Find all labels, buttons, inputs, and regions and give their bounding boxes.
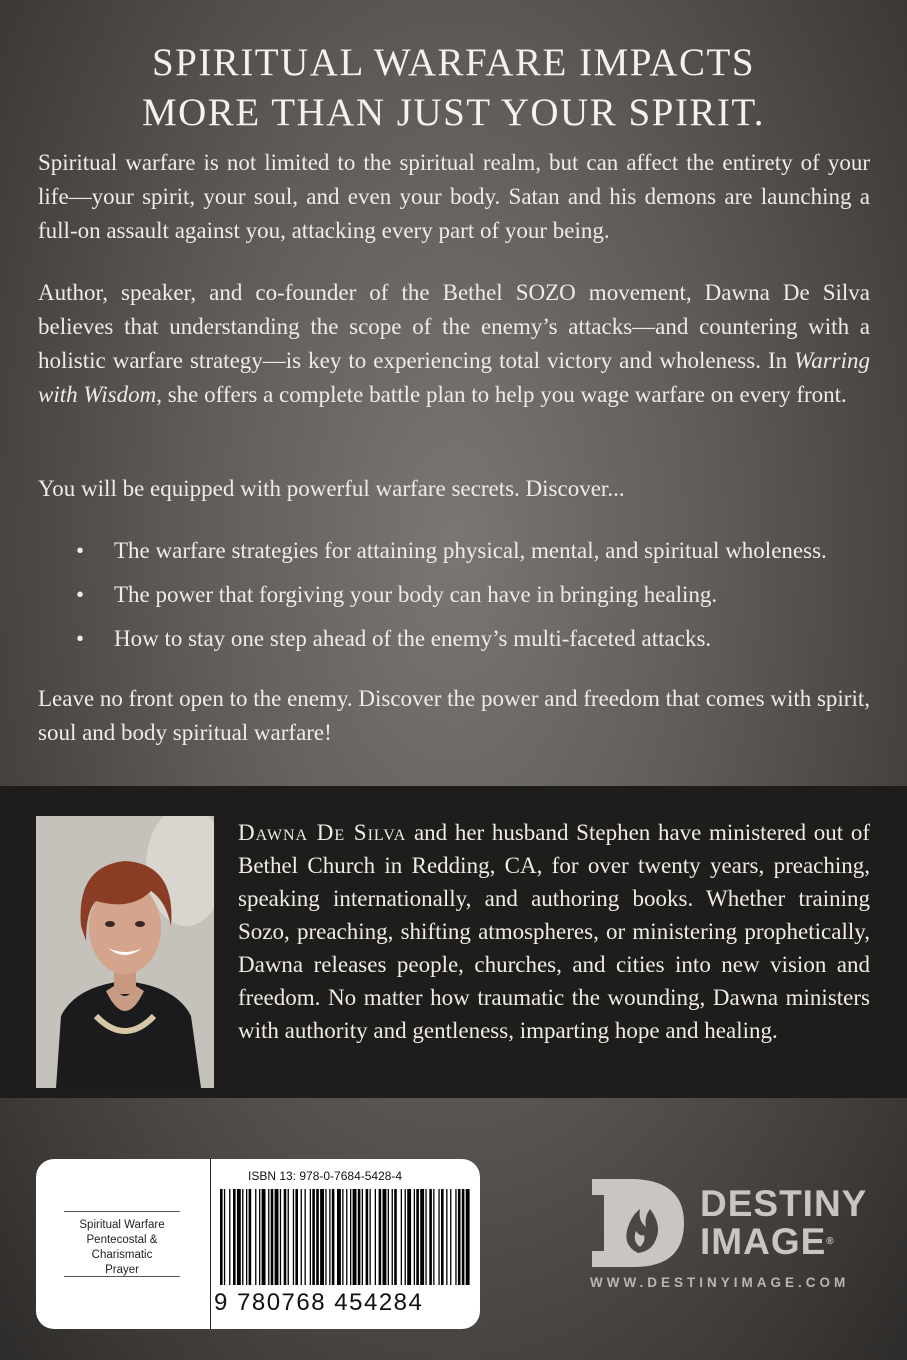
bullet-icon: • <box>76 626 85 651</box>
intro-paragraph-3: You will be equipped with powerful warfare secrets. Discover... <box>38 476 625 501</box>
list-item-text: The power that forgiving your body can have in bringing healing. <box>114 582 718 607</box>
paragraph-2-text-end: , she offers a complete battle plan to help you wage warfare on every front. <box>156 382 847 407</box>
publisher-name-image: IMAGE <box>700 1221 827 1262</box>
list-item <box>76 534 876 568</box>
intro-paragraph-1: Spiritual warfare is not limited to the spiritual realm, but can affect the entirety of your life—your spirit, your soul, and even your body. Satan and his demons are launching a full-on assault against you, attacking every part of your being. <box>38 150 870 243</box>
barcode-panel <box>36 1159 480 1329</box>
registered-mark: ® <box>826 1236 835 1247</box>
headline-line-2: MORE THAN JUST YOUR SPIRIT. <box>141 91 766 134</box>
categories <box>64 1211 180 1277</box>
publisher-logo <box>700 1185 867 1261</box>
publisher-name-line-1: DESTINY <box>700 1183 868 1224</box>
author-portrait-icon <box>36 816 214 1088</box>
list-item <box>76 578 876 612</box>
barcode-icon <box>216 1189 474 1289</box>
category-panel <box>36 1159 211 1329</box>
headline <box>0 38 907 138</box>
closing-paragraph: Leave no front open to the enemy. Discover the power and freedom that comes with spirit, soul and body spiritual warfare! <box>38 686 870 745</box>
discover-list <box>76 534 876 666</box>
bullet-icon: • <box>76 538 85 563</box>
isbn-digits: 9 780768 454284 <box>214 1289 424 1316</box>
category-1: Spiritual Warfare <box>79 1219 165 1231</box>
list-item <box>76 622 876 656</box>
publisher-name-line-2 <box>700 1223 867 1261</box>
paragraph-2-text-start: Author, speaker, and co-founder of the Bethel SOZO movement, Dawna De Silva believes that understanding the scope of the enemy’s attacks—and countering with a holistic warfare strategy—is key to experiencing total victory and wholeness. In <box>38 280 870 373</box>
publisher-website: WWW.DESTINYIMAGE.COM <box>590 1275 850 1290</box>
book-title: Warring with Wisdom <box>38 348 870 407</box>
author-bio <box>238 816 870 1047</box>
list-item-text: The warfare strategies for attaining physical, mental, and spiritual wholeness. <box>114 538 827 563</box>
list-item-text: How to stay one step ahead of the enemy’s multi-faceted attacks. <box>114 626 712 651</box>
author-bio-text: and her husband Stephen have ministered out of Bethel Church in Redding, CA, for over twenty years, preaching, speaking internationally, and authoring books. Whether training Sozo, preaching, shifting atmospheres, or ministering prophetically, Dawna releases people, churches, and cities into new vision and freedom. No matter how traumatic the wounding, Dawna ministers with authority and gentleness, imparting hope and healing. <box>238 820 870 1043</box>
isbn-label: ISBN 13: 978-0-7684-5428-4 <box>248 1169 403 1183</box>
author-name: Dawna De Silva <box>238 820 407 845</box>
category-2: Pentecostal & Charismatic <box>86 1234 158 1261</box>
intro-paragraph-2 <box>38 276 870 412</box>
category-3: Prayer <box>105 1264 139 1276</box>
headline-line-1: SPIRITUAL WARFARE IMPACTS <box>151 41 756 84</box>
author-bio-section <box>0 786 907 1098</box>
author-photo <box>36 816 214 1088</box>
bullet-icon: • <box>76 582 85 607</box>
destiny-image-logo-icon <box>588 1175 688 1271</box>
